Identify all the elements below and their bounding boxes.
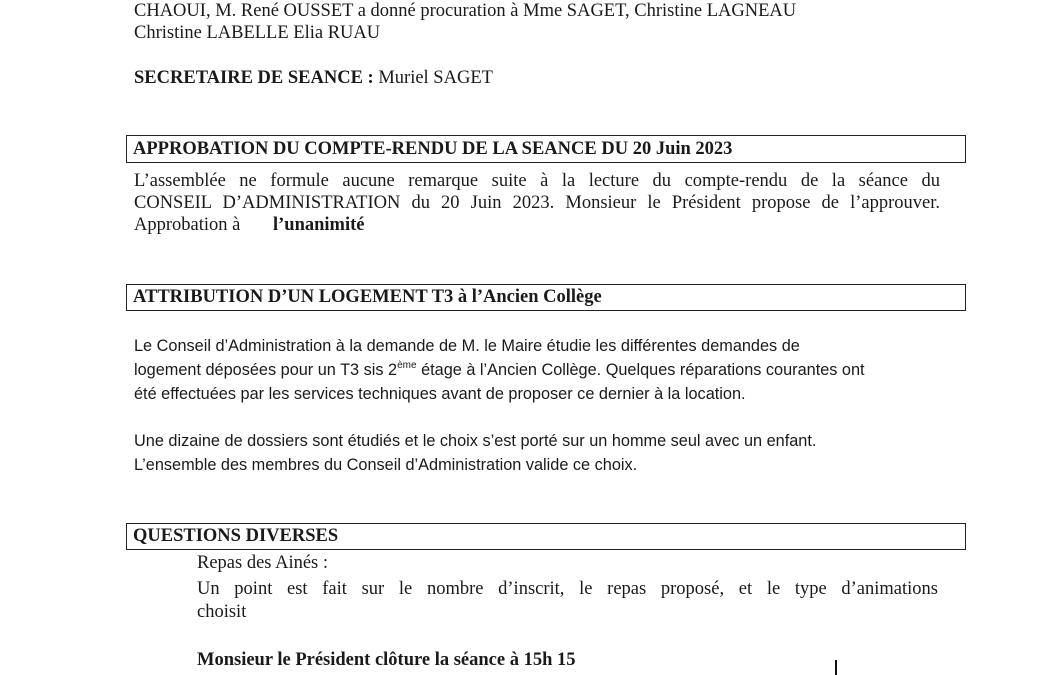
housing-p1-line-2-b: étage à l’Ancien Collège. Quelques réparations courantes ont bbox=[416, 361, 865, 379]
housing-p1-line-1: Le Conseil d’Administration à la demande de M. le Maire étudie les différentes demandes de bbox=[134, 337, 800, 355]
approval-heading-text: APPROBATION DU COMPTE-RENDU DE LA SEANCE DU 20 Juin 2023 bbox=[133, 138, 733, 159]
closing-line: Monsieur le Président clôture la séance à 15h 15 bbox=[197, 650, 576, 670]
presence-line-2: Christine LABELLE Elia RUAU bbox=[134, 23, 381, 43]
secretary-line bbox=[134, 67, 493, 89]
housing-p2-line-1: Une dizaine de dossiers sont étudiés et le choix s’est porté sur un homme seul avec un enfant. bbox=[134, 432, 817, 450]
approval-vote-line bbox=[134, 214, 364, 236]
housing-p1-line-3: été effectuées par les services techniques avant de proposer ce dernier à la location. bbox=[134, 385, 746, 403]
misc-heading bbox=[126, 523, 966, 550]
approval-vote-label: Approbation à bbox=[134, 215, 241, 235]
misc-item-line-1: Un point est fait sur le nombre d’inscrit, le repas proposé, et le type d’animations bbox=[197, 579, 938, 599]
housing-heading bbox=[126, 284, 966, 311]
presence-line-1: CHAOUI, M. René OUSSET a donné procuration à Mme SAGET, Christine LAGNEAU bbox=[134, 1, 797, 21]
housing-heading-text: ATTRIBUTION D’UN LOGEMENT T3 à l’Ancien Collège bbox=[133, 287, 602, 307]
housing-p1-line-2-a: logement déposées pour un T3 sis 2 bbox=[134, 361, 398, 379]
secretary-name: Muriel SAGET bbox=[378, 68, 493, 88]
housing-p2-line-2: L’ensemble des membres du Conseil d’Administration valide ce choix. bbox=[134, 456, 638, 474]
scan-mark bbox=[835, 660, 837, 675]
misc-heading-text: QUESTIONS DIVERSES bbox=[133, 526, 339, 546]
approval-heading bbox=[126, 135, 966, 163]
secretary-label: SECRETAIRE DE SEANCE : bbox=[134, 68, 374, 88]
misc-item-title: Repas des Ainés : bbox=[197, 553, 329, 573]
floor-superscript: ème bbox=[397, 360, 417, 371]
housing-p1-line-2 bbox=[134, 359, 865, 381]
approval-text-line-1: L’assemblée ne formule aucune remarque suite à la lecture du compte-rendu de la séance du bbox=[134, 171, 940, 191]
misc-item-line-2: choisit bbox=[197, 602, 247, 622]
approval-text-line-2: CONSEIL D’ADMINISTRATION du 20 Juin 2023. Monsieur le Président propose de l’approuver. bbox=[134, 193, 940, 213]
approval-vote-value: l’unanimité bbox=[272, 215, 365, 235]
